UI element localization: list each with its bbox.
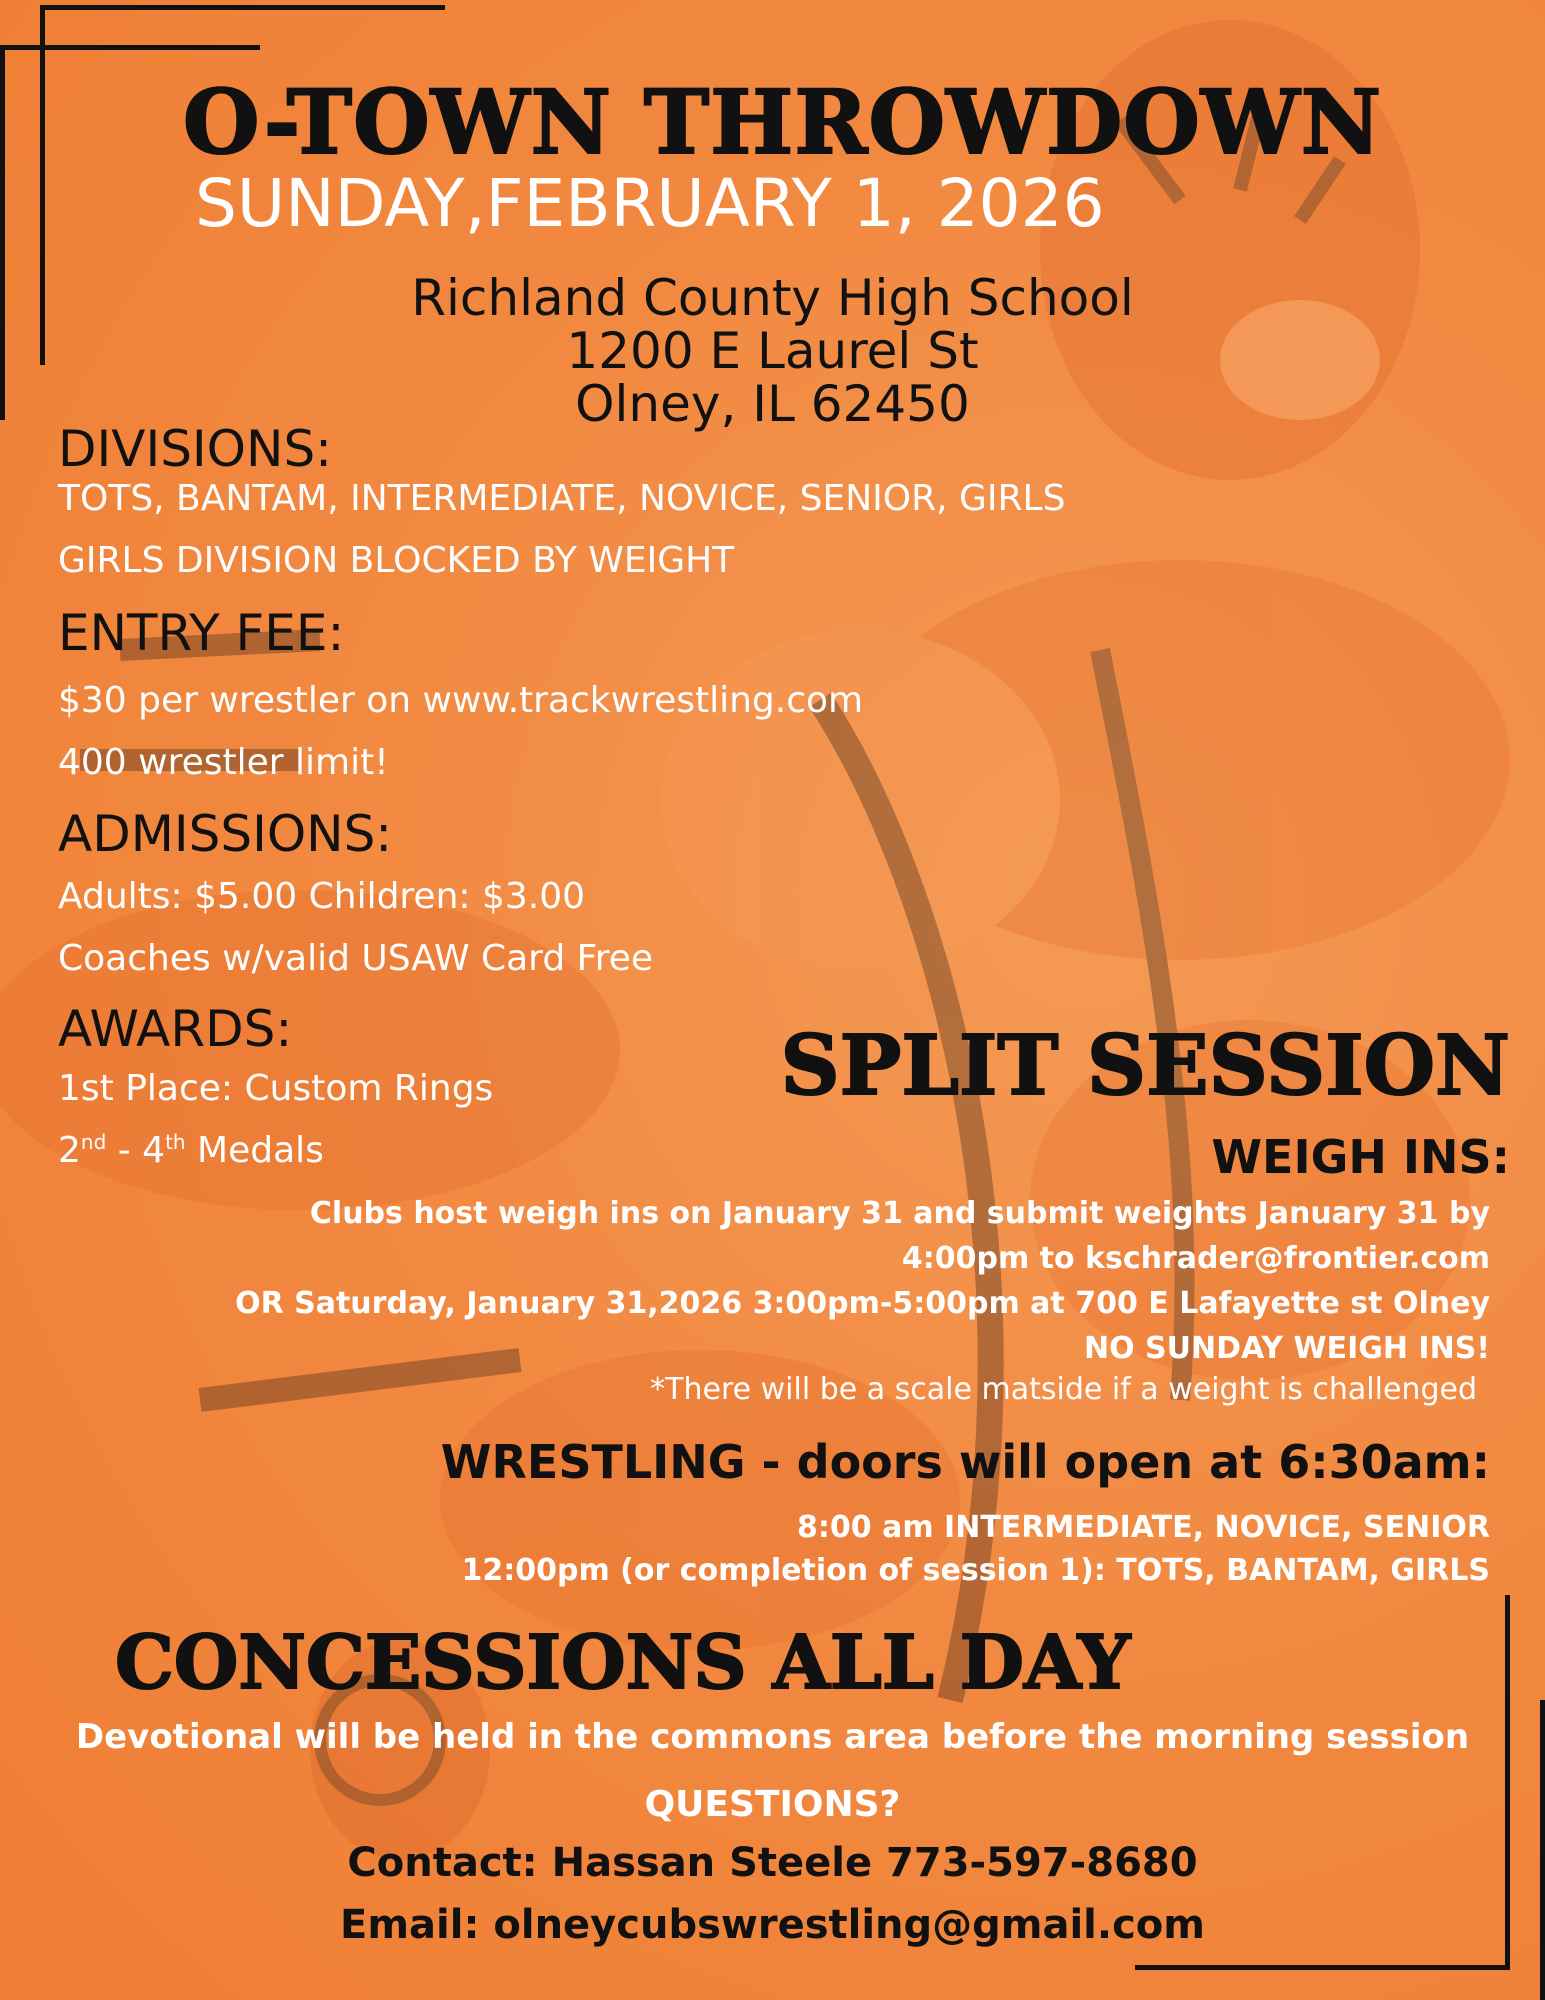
weigh-ins-line-1: Clubs host weigh ins on January 31 and submit weights January 31 by <box>309 1196 1490 1231</box>
corner-bracket-top-horizontal <box>40 5 445 10</box>
concessions-heading: CONCESSIONS ALL DAY <box>115 1620 1131 1706</box>
questions-label: QUESTIONS? <box>644 1784 901 1825</box>
venue-name: Richland County High School <box>411 269 1134 327</box>
entry-fee-heading: ENTRY FEE: <box>58 604 345 662</box>
awards-medals: 2nd - 4th Medals <box>58 1130 324 1171</box>
event-title: O-TOWN THROWDOWN <box>182 70 1383 174</box>
weigh-ins-line-3: OR Saturday, January 31,2026 3:00pm-5:00pm at 700 E Lafayette st Olney <box>235 1286 1490 1321</box>
devotional-note: Devotional will be held in the commons area before the morning session <box>75 1717 1470 1757</box>
corner-bracket-bottom-horizontal <box>1135 1965 1510 1970</box>
admissions-prices: Adults: $5.00 Children: $3.00 <box>58 876 586 917</box>
wrestling-session-2: 12:00pm (or completion of session 1): TOTS, BANTAM, GIRLS <box>461 1553 1490 1588</box>
admissions-heading: ADMISSIONS: <box>58 805 393 863</box>
split-session-heading: SPLIT SESSION <box>780 1018 1510 1114</box>
entry-fee-price: $30 per wrestler on www.trackwrestling.com <box>58 680 864 721</box>
weigh-ins-line-4: NO SUNDAY WEIGH INS! <box>1083 1331 1490 1366</box>
corner-bracket-top-outer-horizontal <box>0 45 260 50</box>
wrestling-session-1: 8:00 am INTERMEDIATE, NOVICE, SENIOR <box>797 1510 1490 1545</box>
contact-phone: Contact: Hassan Steele 773-597-8680 <box>347 1840 1198 1886</box>
weigh-ins-heading: WEIGH INS: <box>1211 1130 1510 1184</box>
divisions-note: GIRLS DIVISION BLOCKED BY WEIGHT <box>58 540 735 581</box>
awards-heading: AWARDS: <box>58 1000 293 1058</box>
contact-email: Email: olneycubswrestling@gmail.com <box>340 1902 1205 1948</box>
venue-street: 1200 E Laurel St <box>566 322 979 380</box>
weigh-ins-line-5: *There will be a scale matside if a weight is challenged <box>650 1372 1477 1407</box>
wrestling-heading: WRESTLING - doors will open at 6:30am: <box>440 1435 1490 1489</box>
divisions-heading: DIVISIONS: <box>58 420 333 478</box>
entry-fee-limit: 400 wrestler limit! <box>58 742 389 783</box>
venue-city: Olney, IL 62450 <box>575 375 970 433</box>
event-date: SUNDAY,FEBRUARY 1, 2026 <box>195 165 1105 242</box>
admissions-coaches: Coaches w/valid USAW Card Free <box>58 938 654 979</box>
divisions-list: TOTS, BANTAM, INTERMEDIATE, NOVICE, SENIOR, GIRLS <box>58 478 1066 519</box>
awards-first-place: 1st Place: Custom Rings <box>58 1068 494 1109</box>
weigh-ins-line-2: 4:00pm to kschrader@frontier.com <box>901 1241 1490 1276</box>
